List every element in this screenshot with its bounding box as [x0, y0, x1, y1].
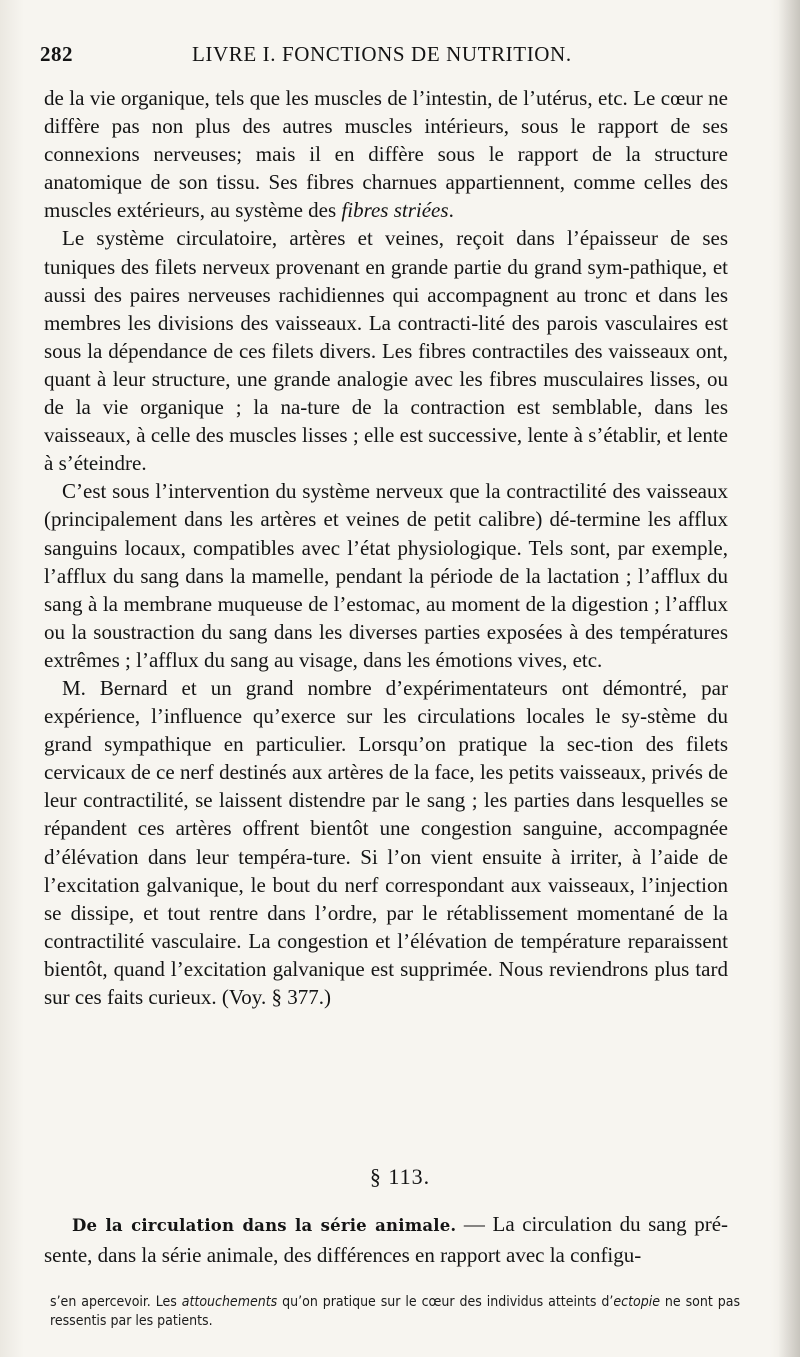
paragraph-3: C’est sous l’intervention du système nerveux que la contractilité des vaisseaux (principalement dans les artères et veines de petit calibre) dé-termine les afflux sanguins locaux, compatibles avec l’état physiologique. Tels sont, par exemple, l’afflux du sang dans la mamelle, pendant la période de la lactation ; l’afflux du sang à la membrane muqueuse de l’estomac, au moment de la digestion ; l’afflux ou la soustraction du sang dans les diverses parties exposées à des températures extrêmes ; l’afflux du sang au visage, dans les émotions vives, etc.: [44, 479, 728, 672]
section-dash: —: [456, 1212, 493, 1236]
paragraph-1-end: .: [448, 198, 454, 223]
footnote: [50, 1293, 740, 1331]
main-text: [44, 84, 728, 1011]
page-number: 282: [40, 42, 73, 66]
page-header: [40, 40, 740, 76]
footnote-text-b: qu’on pratique sur le cœur des individus atteints d’: [277, 1294, 614, 1310]
section-paragraph: [44, 1210, 728, 1269]
footnote-text-a: s’en apercevoir. Les: [50, 1294, 182, 1310]
section-title: De la circulation dans la série animale.: [72, 1216, 457, 1235]
paragraph-1: [44, 84, 728, 224]
section-number: § 113.: [369, 1164, 431, 1189]
page-edge-shadow: [778, 0, 800, 1357]
fibres-striees-term: fibres striées: [341, 198, 449, 223]
paragraph-2: Le système circulatoire, artères et veines, reçoit dans l’épaisseur de ses tuniques des filets nerveux provenant en grande partie du grand sym-pathique, et aussi des paires nerveuses rachidiennes qui accompagnent au tronc et dans les membres les divisions des vaisseaux. La contracti-lité des parois vasculaires est sous la dépendance de ces filets divers. Les fibres contractiles des vaisseaux ont, quant à leur structure, une grande analogie avec les fibres musculaires lisses, ou de la vie organique ; la na-ture de la contraction est semblable, dans les vaisseaux, à celle des muscles lisses ; elle est successive, lente à s’établir, et lente à s’éteindre.: [44, 226, 728, 476]
paragraph-1-text: de la vie organique, tels que les muscles de l’intestin, de l’utérus, etc. Le cœur ne diffère pas non plus des autres muscles intérieurs, sous le rapport de ses connexions nerveuses; mais il en diffère sous le rapport de la structure anatomique de son tissu. Ses fibres charnues appartiennent, comme celles des muscles extérieurs, au système des: [44, 86, 728, 223]
section-text: La circulation du sang pré-sente, dans la série animale, des différences en rapport avec la configu-: [44, 1212, 729, 1267]
paragraph-4: M. Bernard et un grand nombre d’expérimentateurs ont démontré, par expérience, l’influence qu’exerce sur les circulations locales le sy-stème du grand sympathique en particulier. Lorsqu’on pratique la sec-tion des filets cervicaux de ce nerf destinés aux artères de la face, les petits vaisseaux, privés de leur contractilité, se laissent distendre par le sang ; les parties dans lesquelles se répandent ces artères offrent bientôt une congestion sanguine, accompagnée d’élévation dans leur tempéra-ture. Si l’on vient ensuite à irriter, à l’aide de l’excitation galvanique, le bout du nerf correspondant aux vaisseaux, l’injection se dissipe, et tout rentre dans l’ordre, par le rétablissement momentané de la contractilité vasculaire. La congestion et l’élévation de température reparaissent bientôt, quand l’excitation galvanique est supprimée. Nous reviendrons plus tard sur ces faits curieux. (Voy. § 377.): [44, 675, 728, 1009]
footnote-attouchements: attouchements: [181, 1294, 278, 1310]
running-head: LIVRE I. FONCTIONS DE NUTRITION.: [192, 42, 572, 66]
footnote-text-c: ne sont pas ressentis par les patients.: [50, 1294, 741, 1329]
footnote-ectopie: ectopie: [613, 1294, 660, 1310]
